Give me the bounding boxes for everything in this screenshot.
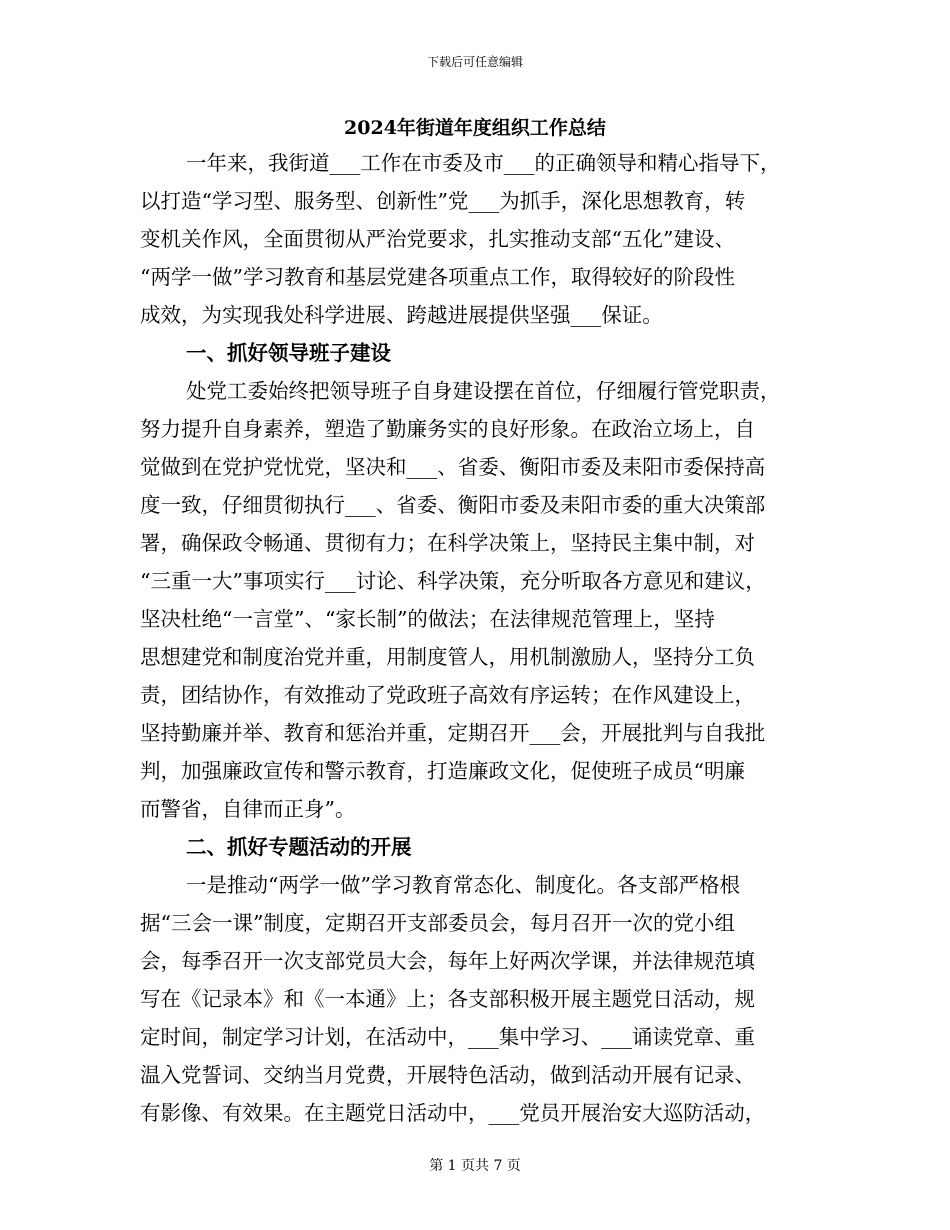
body-line: 变机关作风，全面贯彻从严治党要求，扎实推动支部“五化”建设、 [140,227,735,251]
body-line: 一年来，我街道___工作在市委及市___的正确领导和精心指导下， [186,151,781,175]
body-line: 努力提升自身素养，塑造了勤廉务实的良好形象。在政治立场上，自 [140,417,755,441]
body-line: 责，团结协作，有效推动了党政班子高效有序运转；在作风建设上， [140,683,755,707]
body-line: “两学一做”学习教育和基层党建各项重点工作，取得较好的阶段性 [140,265,735,289]
body-line: 温入党誓词、交纳当月党费，开展特色活动，做到活动开展有记录、 [140,1063,755,1087]
body-line: 据“三会一课”制度，定期召开支部委员会，每月召开一次的党小组 [140,911,735,935]
body-line: “三重一大”事项实行___讨论、科学决策，充分听取各方意见和建议， [140,569,766,593]
body-line: 写在《记录本》和《一本通》上；各支部积极开展主题党日活动，规 [140,987,755,1011]
body-line: 成效，为实现我处科学进展、跨越进展提供坚强___保证。 [140,303,663,327]
body-line: 思想建党和制度治党并重，用制度管人，用机制激励人，坚持分工负 [140,645,755,669]
document-title: 2024年街道年度组织工作总结 [344,117,606,139]
body-line: 而警省，自律而正身”。 [140,797,356,821]
page-footer: 第 1 页共 7 页 [429,1158,521,1174]
body-line: 署，确保政令畅通、贯彻有力；在科学决策上，坚持民主集中制，对 [140,531,755,555]
body-line: 度一致，仔细贯彻执行___、省委、衡阳市委及耒阳市委的重大决策部 [140,493,766,517]
section-heading: 一、抓好领导班子建设 [186,341,391,365]
body-line: 坚决杜绝“一言堂”、“家长制”的做法；在法律规范管理上，坚持 [140,607,715,631]
body-line: 定时间，制定学习计划，在活动中，___集中学习、___诵读党章、重 [140,1025,755,1049]
body-line: 判，加强廉政宣传和警示教育，打造廉政文化，促使班子成员“明廉 [140,759,745,783]
body-line: 觉做到在党护党忧党，坚决和___、省委、衡阳市委及耒阳市委保持高 [140,455,766,479]
body-line: 处党工委始终把领导班子自身建设摆在首位，仔细履行管党职责， [186,379,781,403]
page-header: 下载后可任意编辑 [426,55,523,69]
body-line: 有影像、有效果。在主题党日活动中，___党员开展治安大巡防活动， [140,1101,766,1125]
body-line: 坚持勤廉并举、教育和惩治并重，定期召开___会，开展批判与自我批 [140,721,766,745]
body-line: 会，每季召开一次支部党员大会，每年上好两次学课，并法律规范填 [140,949,755,973]
body-line: 一是推动“两学一做”学习教育常态化、制度化。各支部严格根 [186,873,740,897]
section-heading: 二、抓好专题活动的开展 [186,835,412,859]
body-line: 以打造“学习型、服务型、创新性”党___为抓手，深化思想教育，转 [140,189,746,213]
